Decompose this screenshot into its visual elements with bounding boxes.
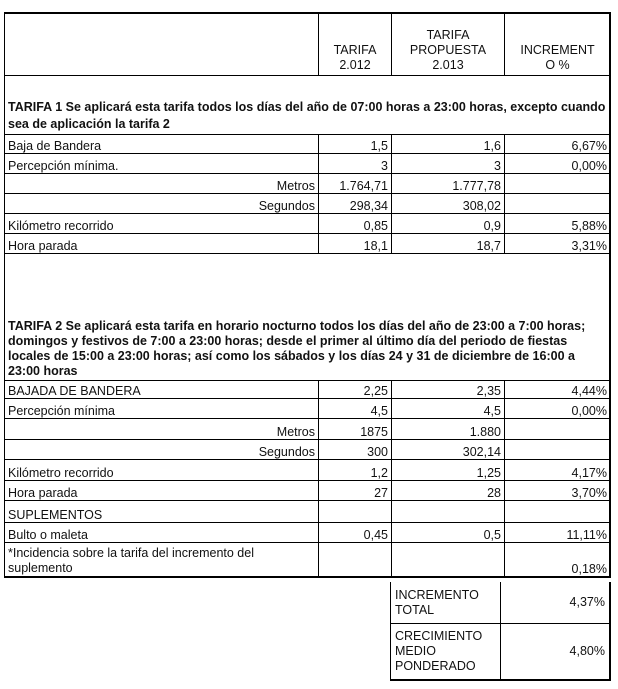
row-value-2012: 4,5 bbox=[318, 399, 391, 418]
row-label: Kilómetro recorrido bbox=[8, 466, 114, 480]
table-row bbox=[4, 194, 611, 214]
row-value-2012: 1875 bbox=[318, 419, 391, 439]
row-incremento bbox=[504, 174, 610, 193]
row-incremento: 11,11% bbox=[504, 523, 610, 542]
row-value-2012: 1.764,71 bbox=[318, 174, 391, 193]
incidencia-value: 0,18% bbox=[504, 543, 610, 576]
suplementos-title: SUPLEMENTOS bbox=[8, 508, 103, 522]
row-incremento: 3,31% bbox=[504, 234, 610, 253]
row-value-2013: 0,9 bbox=[391, 214, 504, 233]
row-label: Percepción mínima. bbox=[8, 159, 119, 173]
suplementos-row bbox=[4, 501, 611, 523]
row-label: Hora parada bbox=[8, 239, 78, 253]
empty-cell bbox=[391, 543, 504, 576]
row-value-2013: 1.880 bbox=[391, 419, 504, 439]
row-value-2013: 3 bbox=[391, 154, 504, 173]
incremento-total-label: INCREMENTO TOTAL bbox=[395, 587, 479, 617]
row-incremento: 6,67% bbox=[504, 135, 610, 153]
row-value-2012: 2,25 bbox=[318, 381, 391, 398]
empty-cell bbox=[391, 501, 504, 522]
table-row bbox=[4, 214, 611, 234]
row-value-2013: 1,6 bbox=[391, 135, 504, 153]
header-tarifa-2012: TARIFA 2.012 bbox=[318, 14, 391, 75]
crecimiento-box bbox=[390, 624, 611, 681]
row-incremento: 0,00% bbox=[504, 154, 610, 173]
header-empty-cell bbox=[5, 14, 318, 75]
incidencia-label: *Incidencia sobre la tarifa del incremento del suplemento bbox=[8, 546, 254, 575]
row-incremento: 3,70% bbox=[504, 481, 610, 500]
row-incremento: 4,44% bbox=[504, 381, 610, 398]
row-incremento: 0,00% bbox=[504, 399, 610, 418]
incremento-total-value: 4,37% bbox=[500, 582, 609, 623]
row-value-2012: 1,5 bbox=[318, 135, 391, 153]
row-value-2012: 3 bbox=[318, 154, 391, 173]
table-row bbox=[4, 399, 611, 419]
row-incremento bbox=[504, 194, 610, 213]
row-label: Percepción mínima bbox=[8, 404, 115, 418]
row-value-2013: 4,5 bbox=[391, 399, 504, 418]
row-label: Segundos bbox=[258, 199, 315, 213]
table-row bbox=[4, 481, 611, 501]
row-value-2013: 28 bbox=[391, 481, 504, 500]
row-value-2012: 18,1 bbox=[318, 234, 391, 253]
incremento-total-box bbox=[390, 582, 611, 624]
row-value-2012: 0,45 bbox=[318, 523, 391, 542]
tarifas-table bbox=[4, 12, 611, 578]
tarifa1-title: TARIFA 1 Se aplicará esta tarifa todos los días del año de 07:00 horas a 23:00 horas, excepto cuando sea de aplicación la tarifa 2 bbox=[8, 100, 606, 131]
table-row bbox=[4, 523, 611, 543]
table-row bbox=[4, 460, 611, 481]
row-value-2012: 27 bbox=[318, 481, 391, 500]
tarifa2-title: TARIFA 2 Se aplicará esta tarifa en horario nocturno todos los días del año de 23:00 a 7:00 horas; domingos y festivos de 7:00 a 23:00 horas; desde el primer al último día del periodo de fiestas locales de 15:00 a 23:00 horas; así como los sábados y los días 24 y 31 de diciembre de 16:00 a 23:00 horas bbox=[8, 319, 586, 378]
row-label: Metros bbox=[276, 179, 315, 193]
tarifa1-rows bbox=[4, 134, 611, 254]
table-row bbox=[4, 440, 611, 460]
crecimiento-label: CRECIMIENTO MEDIO PONDERADO bbox=[395, 629, 483, 673]
incidencia-row bbox=[4, 543, 611, 578]
row-value-2013: 2,35 bbox=[391, 381, 504, 398]
row-label: Metros bbox=[276, 425, 315, 439]
table-row bbox=[4, 154, 611, 174]
row-value-2012: 1,2 bbox=[318, 460, 391, 480]
table-row bbox=[4, 174, 611, 194]
empty-cell bbox=[318, 501, 391, 522]
header-tarifa-2013: TARIFA PROPUESTA 2.013 bbox=[391, 14, 504, 75]
table-row bbox=[4, 419, 611, 440]
table-row bbox=[4, 380, 611, 399]
tarifa2-section bbox=[4, 254, 611, 380]
header-incremento-b: O % bbox=[545, 58, 570, 72]
row-label: Kilómetro recorrido bbox=[8, 219, 114, 233]
empty-cell bbox=[504, 501, 610, 522]
row-value-2013: 1,25 bbox=[391, 460, 504, 480]
row-incremento bbox=[504, 419, 610, 439]
table-header bbox=[4, 12, 611, 76]
tarifa1-section bbox=[4, 76, 611, 134]
row-label: Baja de Bandera bbox=[8, 139, 102, 153]
row-value-2013: 302,14 bbox=[391, 440, 504, 459]
table-row bbox=[4, 234, 611, 254]
row-incremento: 4,17% bbox=[504, 460, 610, 480]
row-value-2012: 300 bbox=[318, 440, 391, 459]
row-value-2013: 18,7 bbox=[391, 234, 504, 253]
row-value-2013: 308,02 bbox=[391, 194, 504, 213]
row-label: Bulto o maleta bbox=[8, 528, 88, 542]
row-label: Segundos bbox=[258, 445, 315, 459]
row-value-2012: 0,85 bbox=[318, 214, 391, 233]
row-value-2013: 0,5 bbox=[391, 523, 504, 542]
crecimiento-value: 4,80% bbox=[500, 624, 609, 679]
row-value-2013: 1.777,78 bbox=[391, 174, 504, 193]
row-value-2012: 298,34 bbox=[318, 194, 391, 213]
row-label: Hora parada bbox=[8, 486, 78, 500]
row-incremento: 5,88% bbox=[504, 214, 610, 233]
tarifa2-rows bbox=[4, 380, 611, 578]
empty-cell bbox=[318, 543, 391, 576]
header-incremento: INCREMENT O % bbox=[504, 14, 610, 75]
row-incremento bbox=[504, 440, 610, 459]
row-label: BAJADA DE BANDERA bbox=[8, 384, 141, 398]
table-row bbox=[4, 134, 611, 154]
